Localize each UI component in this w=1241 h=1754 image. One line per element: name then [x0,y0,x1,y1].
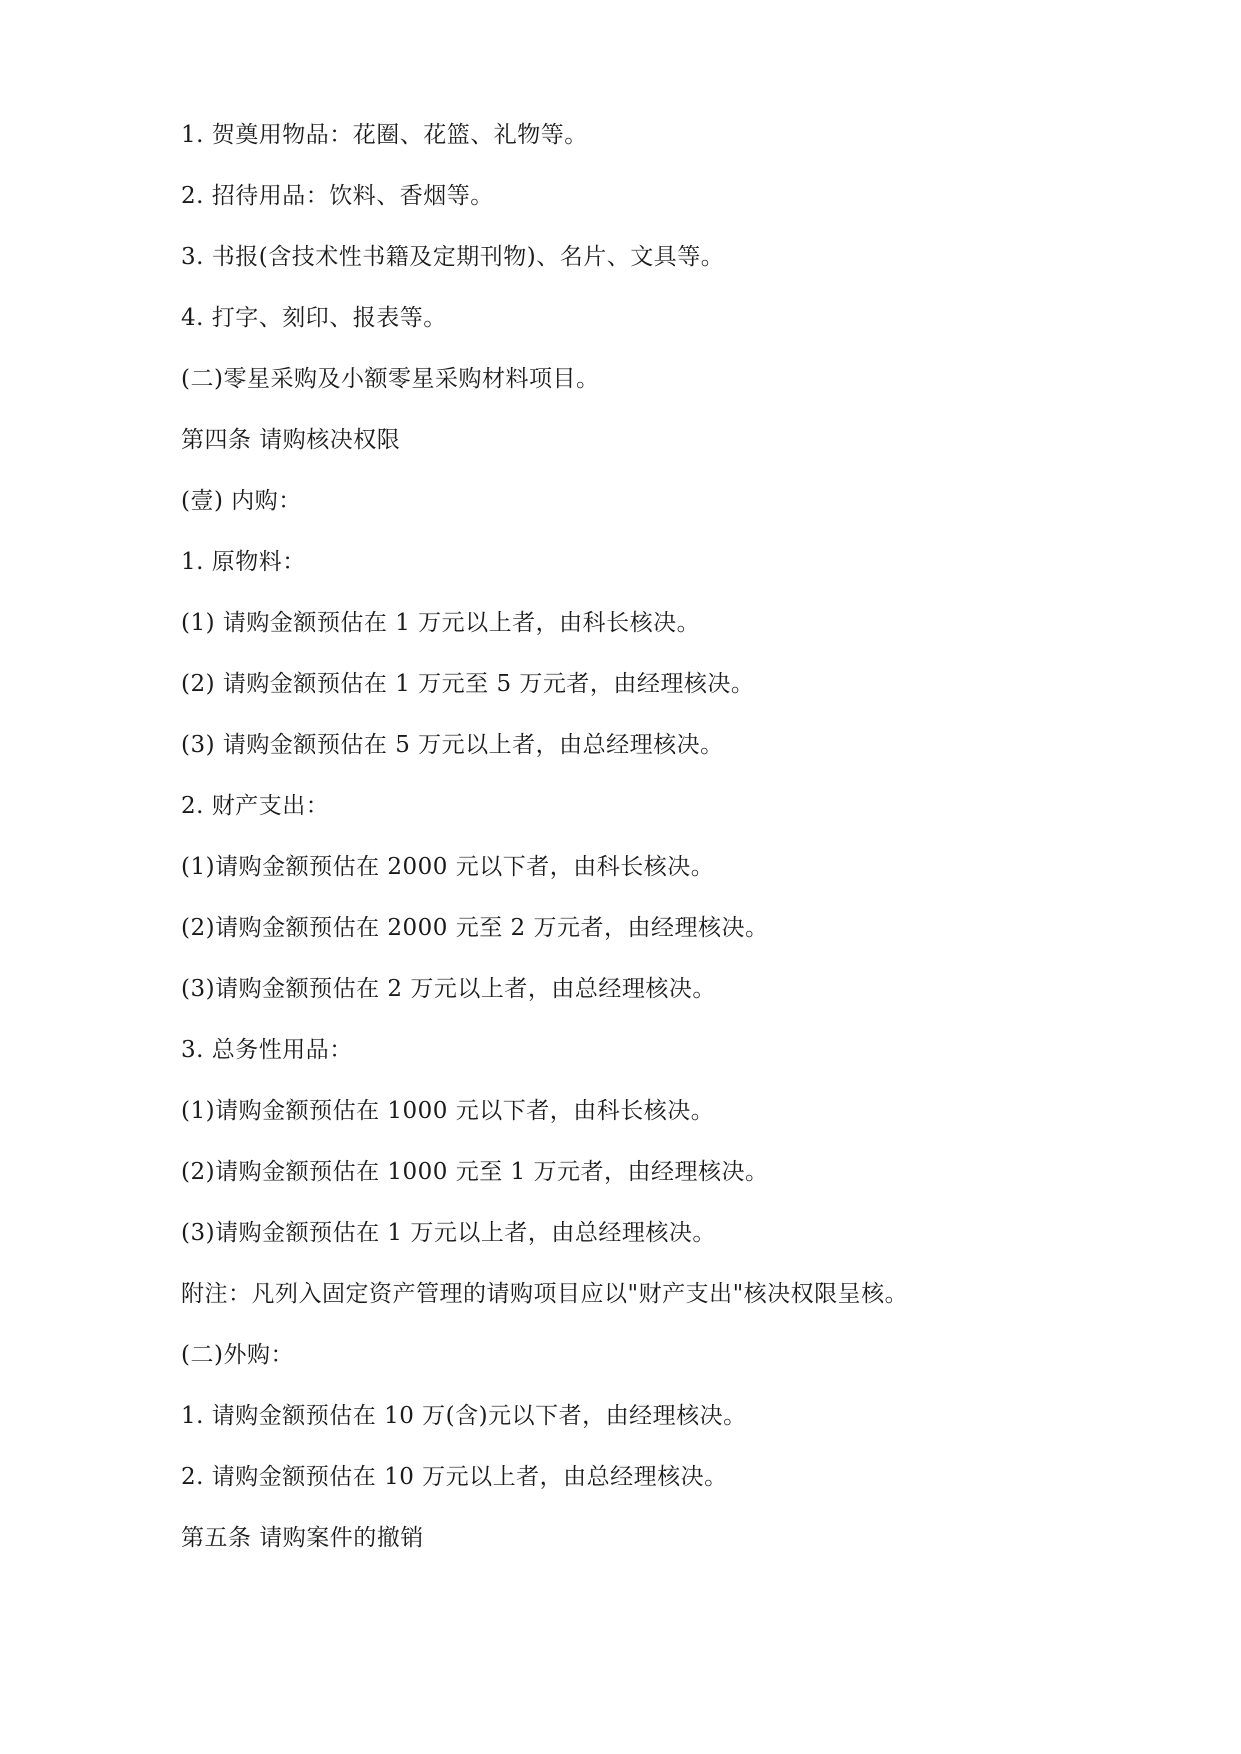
list-item: (1) 请购金额预估在 1 万元以上者，由科长核决。 [181,610,701,636]
list-item: (2)请购金额预估在 2000 元至 2 万元者，由经理核决。 [181,915,769,941]
article-heading: 第四条 请购核决权限 [181,427,401,453]
list-item: (3)请购金额预估在 1 万元以上者，由总经理核决。 [181,1220,716,1246]
list-item: (2) 请购金额预估在 1 万元至 5 万元者，由经理核决。 [181,671,755,697]
list-item: (3) 请购金额预估在 5 万元以上者，由总经理核决。 [181,732,724,758]
subsection-heading: 1. 原物料： [181,549,306,575]
list-item: 1. 请购金额预估在 10 万(含)元以下者，由经理核决。 [181,1403,747,1429]
article-heading: 第五条 请购案件的撤销 [181,1525,424,1551]
list-item: 3. 书报(含技术性书籍及定期刊物)、名片、文具等。 [181,244,725,270]
subsection-heading: 3. 总务性用品： [181,1037,353,1063]
list-item: 4. 打字、刻印、报表等。 [181,305,447,331]
section-heading: (二)外购： [181,1342,294,1368]
list-item: (3)请购金额预估在 2 万元以上者，由总经理核决。 [181,976,716,1002]
list-item: (1)请购金额预估在 2000 元以下者，由科长核决。 [181,854,715,880]
section-heading: (壹) 内购： [181,488,302,514]
section-item: (二)零星采购及小额零星采购材料项目。 [181,366,600,392]
list-item: (1)请购金额预估在 1000 元以下者，由科长核决。 [181,1098,715,1124]
list-item: 1. 贺奠用物品：花圈、花篮、礼物等。 [181,122,588,148]
list-item: 2. 请购金额预估在 10 万元以上者，由总经理核决。 [181,1464,728,1490]
list-item: (2)请购金额预估在 1000 元至 1 万元者，由经理核决。 [181,1159,769,1185]
list-item: 2. 招待用品：饮料、香烟等。 [181,183,494,209]
subsection-heading: 2. 财产支出： [181,793,330,819]
note: 附注：凡列入固定资产管理的请购项目应以"财产支出"核决权限呈核。 [181,1281,909,1307]
